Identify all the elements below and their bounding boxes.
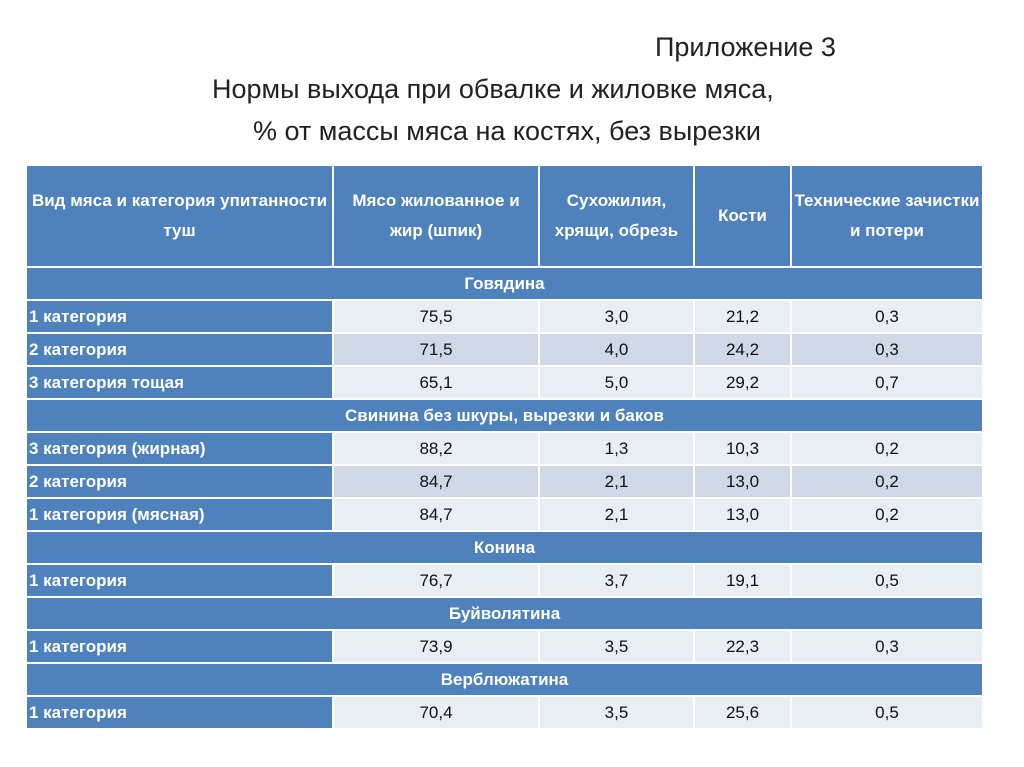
table-row — [26, 465, 983, 498]
group-row — [26, 267, 983, 300]
table-row — [26, 432, 983, 465]
row-label: 1 категория — [26, 564, 333, 597]
cell-losses: 0,3 — [791, 630, 983, 663]
cell-trimmed-meat: 84,7 — [333, 465, 539, 498]
cell-losses: 0,7 — [791, 366, 983, 399]
cell-tendons: 3,5 — [539, 696, 694, 729]
row-label: 3 категория (жирная) — [26, 432, 333, 465]
cell-tendons: 2,1 — [539, 465, 694, 498]
row-label: 1 категория — [26, 300, 333, 333]
group-row — [26, 597, 983, 630]
cell-trimmed-meat: 65,1 — [333, 366, 539, 399]
cell-trimmed-meat: 76,7 — [333, 564, 539, 597]
cell-bones: 25,6 — [694, 696, 791, 729]
group-title: Говядина — [26, 267, 983, 300]
row-label: 2 категория — [26, 465, 333, 498]
cell-tendons: 5,0 — [539, 366, 694, 399]
cell-losses: 0,2 — [791, 432, 983, 465]
cell-trimmed-meat: 73,9 — [333, 630, 539, 663]
cell-trimmed-meat: 84,7 — [333, 498, 539, 531]
cell-trimmed-meat: 70,4 — [333, 696, 539, 729]
cell-tendons: 3,0 — [539, 300, 694, 333]
table-row — [26, 630, 983, 663]
cell-losses: 0,5 — [791, 564, 983, 597]
group-title: Верблюжатина — [26, 663, 983, 696]
cell-tendons: 3,5 — [539, 630, 694, 663]
cell-trimmed-meat: 75,5 — [333, 300, 539, 333]
header-losses: Технические зачистки и потери — [791, 165, 983, 267]
row-label: 2 категория — [26, 333, 333, 366]
cell-bones: 13,0 — [694, 465, 791, 498]
cell-tendons: 2,1 — [539, 498, 694, 531]
cell-losses: 0,3 — [791, 333, 983, 366]
group-title: Конина — [26, 531, 983, 564]
cell-trimmed-meat: 88,2 — [333, 432, 539, 465]
yield-norms-table — [25, 164, 984, 730]
header-row — [26, 165, 983, 267]
cell-bones: 29,2 — [694, 366, 791, 399]
cell-losses: 0,3 — [791, 300, 983, 333]
row-label: 1 категория (мясная) — [26, 498, 333, 531]
cell-tendons: 4,0 — [539, 333, 694, 366]
cell-bones: 22,3 — [694, 630, 791, 663]
header-meat-type: Вид мяса и категория упитанности туш — [26, 165, 333, 267]
table-row — [26, 366, 983, 399]
cell-trimmed-meat: 71,5 — [333, 333, 539, 366]
cell-bones: 13,0 — [694, 498, 791, 531]
cell-bones: 24,2 — [694, 333, 791, 366]
table-row — [26, 696, 983, 729]
appendix-label: Приложение 3 — [655, 32, 836, 62]
cell-losses: 0,2 — [791, 498, 983, 531]
page-subtitle: % от массы мяса на костях, без вырезки — [253, 116, 761, 146]
cell-bones: 19,1 — [694, 564, 791, 597]
cell-bones: 21,2 — [694, 300, 791, 333]
cell-tendons: 1,3 — [539, 432, 694, 465]
header-trimmed-meat: Мясо жилованное и жир (шпик) — [333, 165, 539, 267]
group-title: Буйволятина — [26, 597, 983, 630]
group-row — [26, 399, 983, 432]
table-row — [26, 333, 983, 366]
header-bones: Кости — [694, 165, 791, 267]
cell-losses: 0,2 — [791, 465, 983, 498]
table-row — [26, 300, 983, 333]
table-header — [26, 165, 983, 267]
cell-tendons: 3,7 — [539, 564, 694, 597]
cell-bones: 10,3 — [694, 432, 791, 465]
row-label: 3 категория тощая — [26, 366, 333, 399]
group-title: Свинина без шкуры, вырезки и баков — [26, 399, 983, 432]
table-row — [26, 564, 983, 597]
table-body — [26, 267, 983, 729]
page-title: Нормы выхода при обвалке и жиловке мяса, — [212, 74, 774, 104]
table-row — [26, 498, 983, 531]
cell-losses: 0,5 — [791, 696, 983, 729]
header-tendons: Сухожилия, хрящи, обрезь — [539, 165, 694, 267]
row-label: 1 категория — [26, 696, 333, 729]
group-row — [26, 663, 983, 696]
group-row — [26, 531, 983, 564]
row-label: 1 категория — [26, 630, 333, 663]
